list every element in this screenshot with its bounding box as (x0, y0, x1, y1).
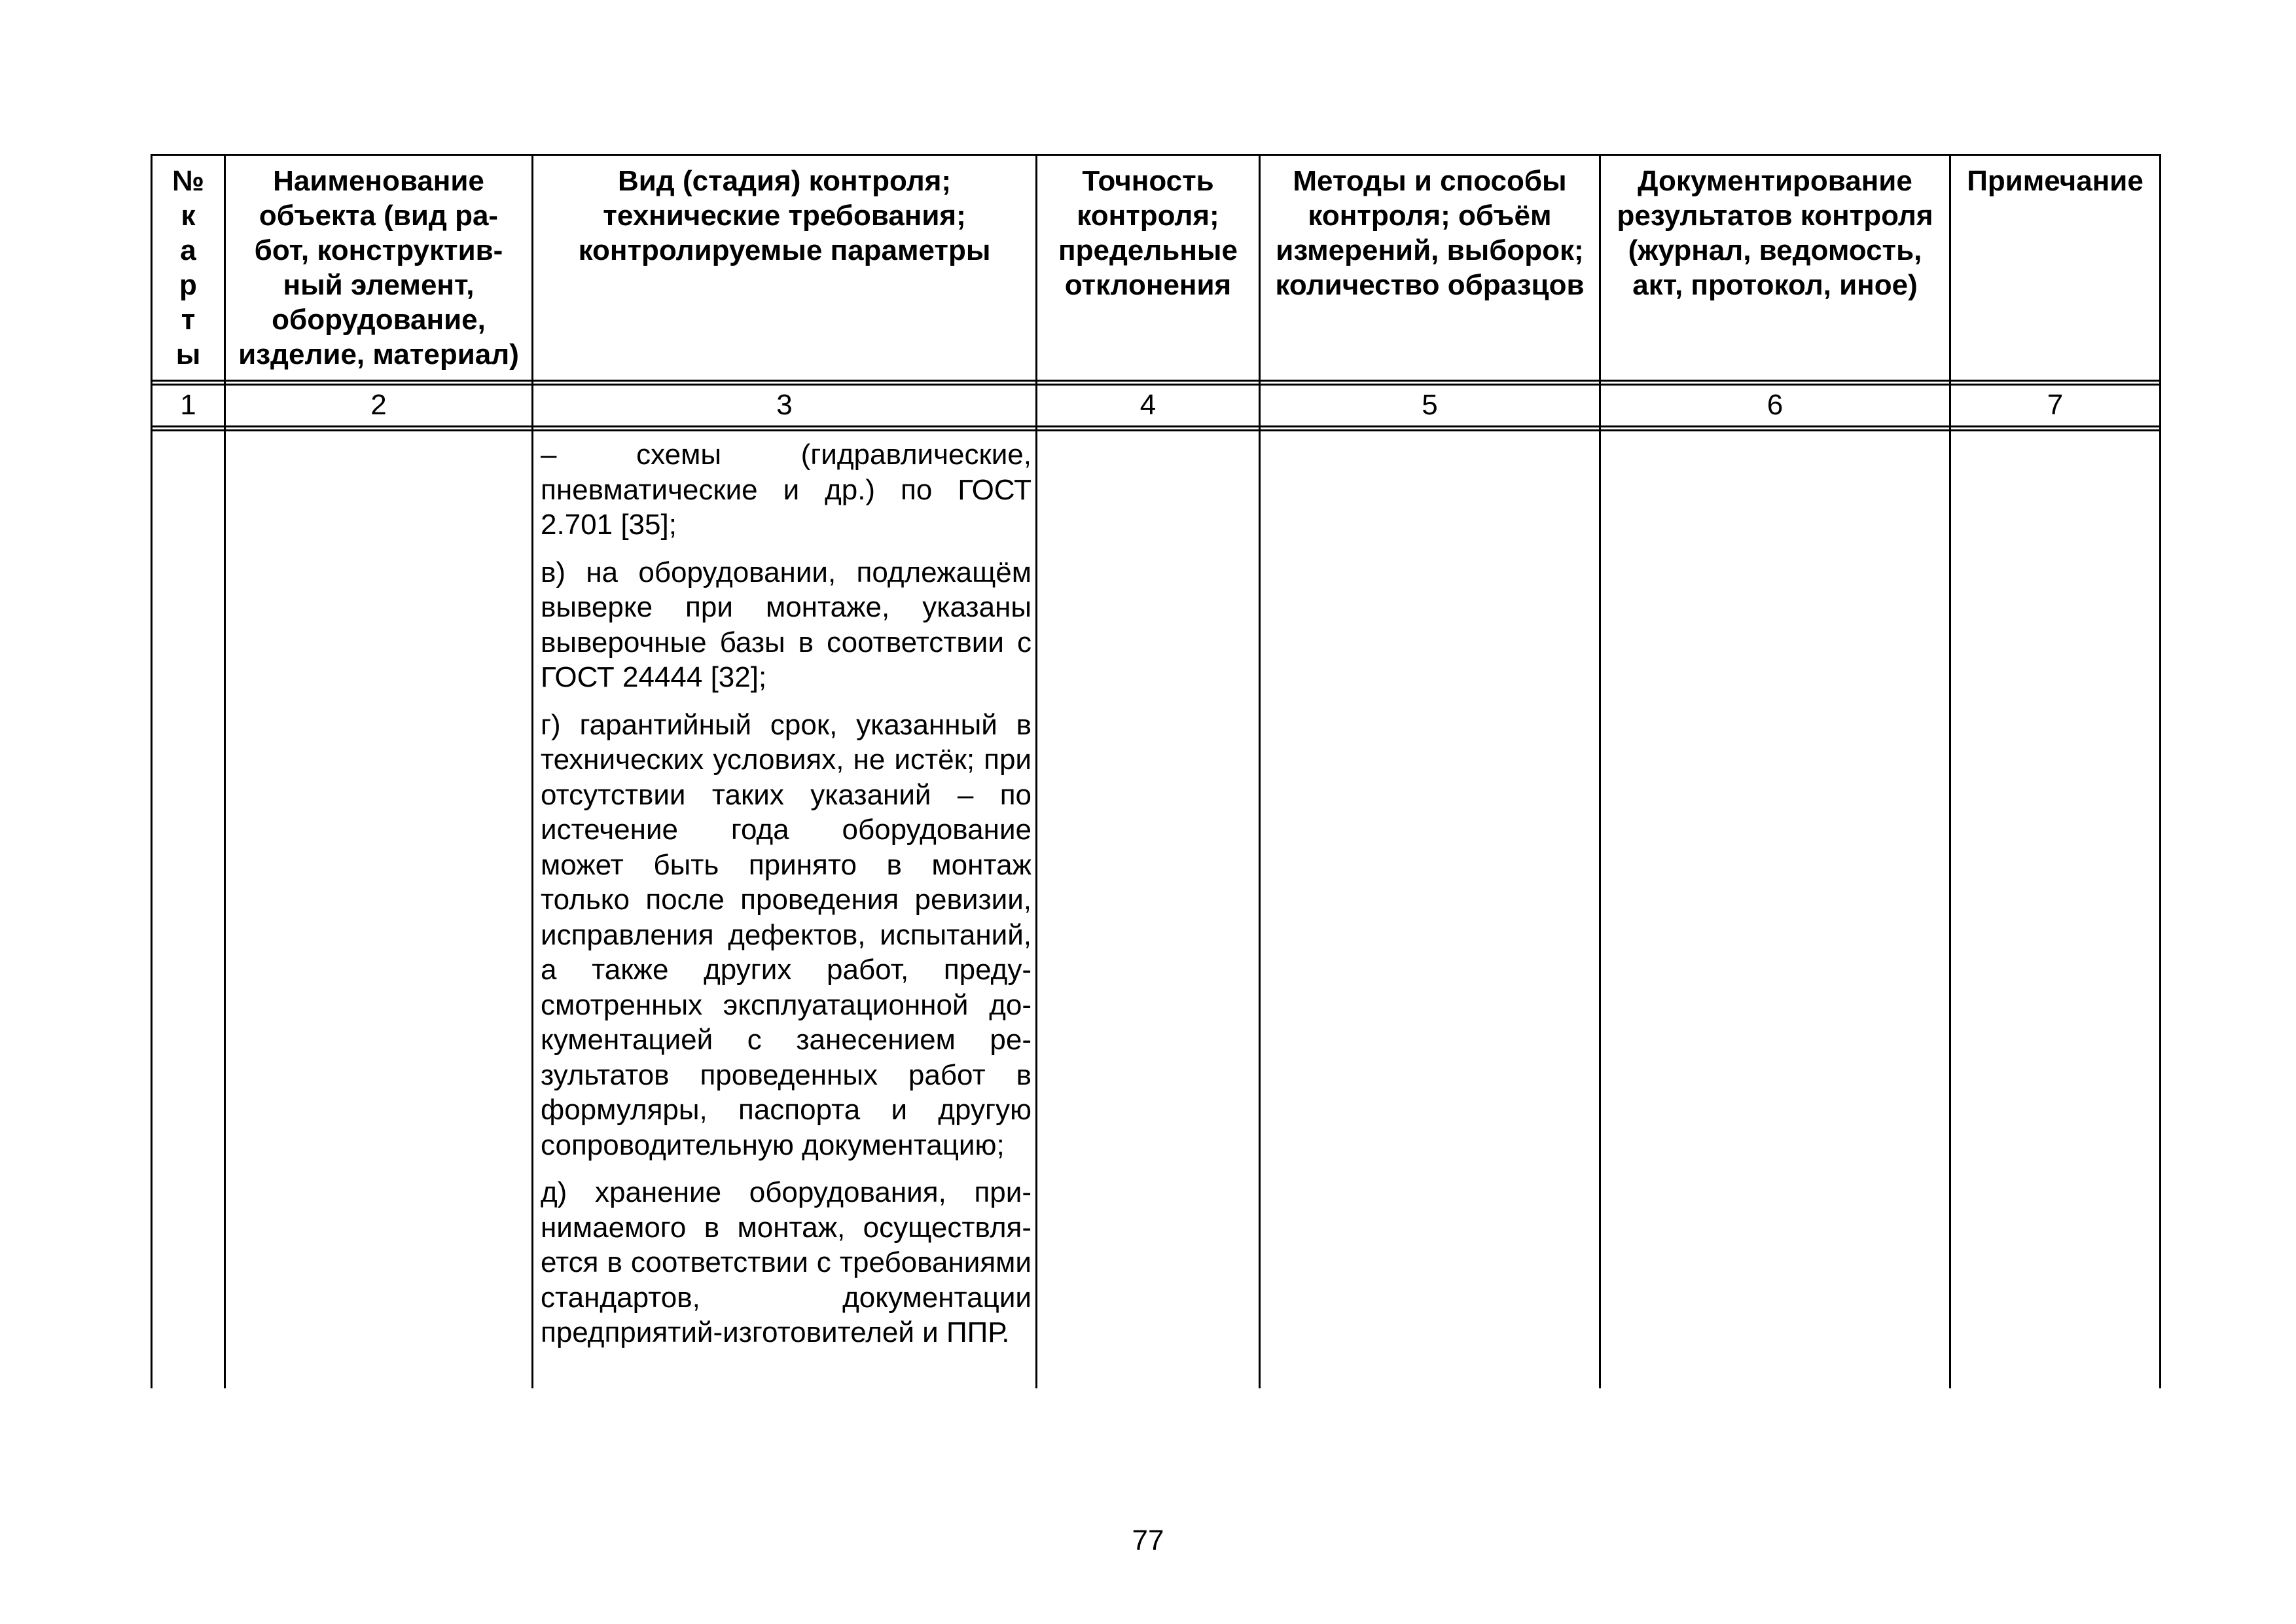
requirement-paragraph: в) на оборудовании, подлежащём выверке при монтаже, указаны выверочные базы в соответствии с ГОСТ 24444 [32]; (541, 556, 1031, 693)
header-accuracy: Точность контроля; предельные отклонения (1058, 165, 1238, 301)
header-bottom-border-double (151, 384, 2161, 386)
header-methods: Методы и способы контроля; объём измерений, выборок; количество образцов (1275, 165, 1585, 301)
col-border-right (2159, 154, 2161, 1388)
header-card-number: № к а р т ы (171, 165, 205, 370)
col-border-5 (1599, 154, 1601, 1388)
col-border-4 (1259, 154, 1261, 1388)
column-number-7: 7 (2047, 389, 2064, 421)
requirement-paragraph: д) хранение оборудования, принимаемого в монтаж, осуществляется в соответствии с требованиями стандартов, документации предприятий-изготовителей и ППР. (541, 1176, 1031, 1348)
column-number-6: 6 (1767, 389, 1784, 421)
header-note: Примечание (1967, 165, 2144, 197)
column-number-5: 5 (1422, 389, 1438, 421)
column-number-2: 2 (370, 389, 387, 421)
control-requirements-cell (541, 437, 1031, 1363)
col-border-6 (1949, 154, 1951, 1388)
column-number-4: 4 (1139, 389, 1157, 421)
header-control-type: Вид (стадия) контроля; технические требования; контролируемые параметры (578, 165, 991, 266)
numbers-bottom-border (151, 425, 2161, 427)
header-bottom-border (151, 380, 2161, 382)
col-border-3 (1035, 154, 1037, 1388)
column-number-3: 3 (776, 389, 793, 421)
column-number-1: 1 (180, 389, 196, 421)
col-border-2 (531, 154, 533, 1388)
requirement-paragraph: – схемы (гидравлические, пневматические и др.) по ГОСТ 2.701 [35]; (541, 439, 1031, 541)
requirement-paragraph: г) гарантийный срок, указанный в технических условиях, не истёк; при отсутствии таких указаний – по истечение года оборудование может быть принято в монтаж только после проведения ревизии, исправления дефектов, испытаний, а также других работ, предусмотренных эксплуатационной документацией с занесением результатов проведенных работ в формуляры, паспорта и другую сопроводительную документацию; (541, 708, 1031, 1161)
header-documentation: Документирование результатов контроля (журнал, ведомость, акт, протокол, иное) (1617, 165, 1933, 301)
page-number: 77 (1132, 1525, 1164, 1557)
header-object-name: Наименование объекта (вид ра- бот, конструктив- ный элемент, оборудование, изделие, материал) (238, 165, 519, 370)
numbers-bottom-border-double (151, 429, 2161, 431)
table-top-border (151, 154, 2161, 156)
